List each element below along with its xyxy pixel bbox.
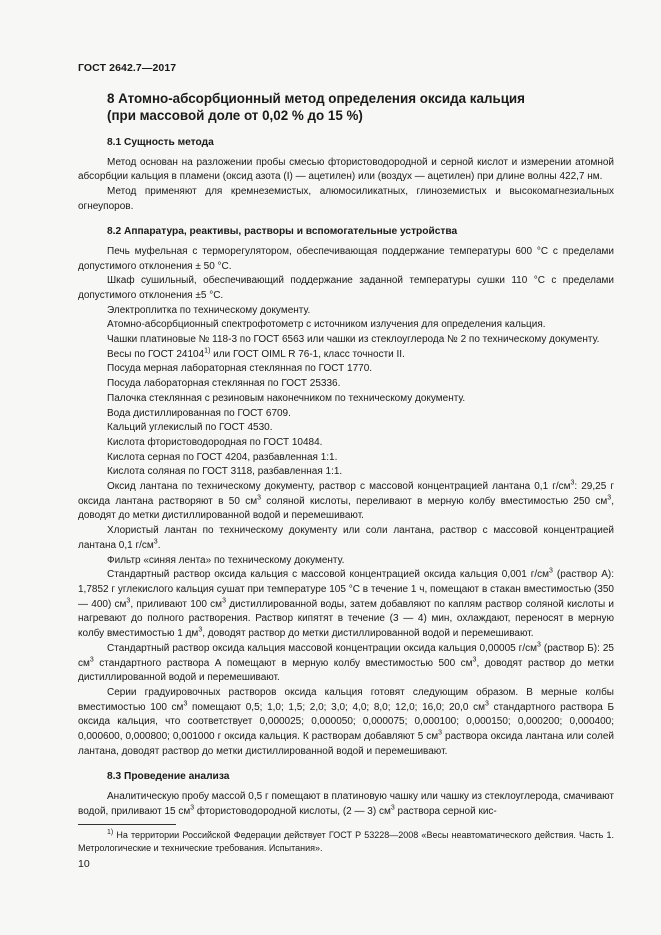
paragraph: Метод применяют для кремнеземистых, алюмосиликатных, глиноземистых и высокомагнезиальных огнеупоров. <box>78 185 614 212</box>
section-title <box>78 90 614 124</box>
paragraph: Атомно-абсорбционный спектрофотометр с источником излучения для определения кальция. <box>107 319 546 331</box>
paragraph: Шкаф сушильный, обеспечивающий поддержание заданной температуры сушки 110 °С с пределами допустимого отклонения ±5 °С. <box>78 275 614 301</box>
footnote-divider <box>78 824 176 825</box>
paragraph: Оксид лантана по техническому документу, раствор с массовой концентрацией лантана 0,1 $г/см^3$: 29,25 г оксида лантана растворяют в 50 $см^3$ соляной кислоты, переливают в мерную колбу вместимостью 250 $см^3$, доводят до метки дистиллированной водой и перемешивают. <box>78 479 614 522</box>
paragraph: Чашки платиновые № 118-3 по ГОСТ 6563 или чашки из стеклоуглерода № 2 по техническому документу. <box>107 334 600 346</box>
subsection-heading-8-3: 8.3 Проведение анализа <box>107 771 230 783</box>
paragraph: Аналитическую пробу массой 0,5 г помещают в платиновую чашку или чашку из стеклоуглерода, смачивают водой, приливают 15 $см^3$ фтористоводородной кислоты, (2 — 3) $см^3$ раствора серной кис- <box>78 790 614 817</box>
paragraph: Посуда мерная лабораторная стеклянная по ГОСТ 1770. <box>107 363 373 375</box>
paragraph: Хлористый лантан по техническому документу или соли лантана, раствор с массовой концентрацией лантана 0,1 $г/см^3$. <box>78 525 614 551</box>
paragraph: Фильтр «синяя лента» по техническому документу. <box>107 554 345 566</box>
footnote-marker: 1) <box>107 829 114 836</box>
paragraph: Стандартный раствор оксида кальция с массовой концентрацией оксида кальция 0,001 $г/см^3$ (раствор А): 1,7852 г углекислого кальция сушат при температуре 105 °С в течение 1 ч, помещают в стакан вместимостью (350 — 400) $см^3$, приливают 100 $см^3$ дистиллированной воды, затем добавляют по каплям раствор соляной кислоты и нагревают до полного растворения. Раствор кипятят в течение (3 — 4) мин, охлаждают, переносят в мерную колбу вместимостью 1 $дм^3$, доводят раствор до метки дистиллированной водой и перемешивают. <box>78 567 615 640</box>
paragraph: Вода дистиллированная по ГОСТ 6709. <box>107 407 291 419</box>
paragraph: Кислота соляная по ГОСТ 3118, разбавленная 1:1. <box>107 466 343 478</box>
paragraph: Посуда лабораторная стеклянная по ГОСТ 25336. <box>107 378 341 390</box>
paragraph: Стандартный раствор оксида кальция массовой концентрации оксида кальция 0,00005 $г/см^3$ (раствор Б): 25 $см^3$ стандартного раствора А помещают в мерную колбу вместимостью 500 $см^3$, доводят раствор до метки дистиллированной водой и перемешивают. <box>78 641 615 684</box>
paragraph: Печь муфельная с терморегулятором, обеспечивающая поддержание температуры 600 °С с пределами допустимого отклонения ± 50 °С. <box>78 245 614 272</box>
subsection-heading-8-2: 8.2 Аппаратура, реактивы, растворы и вспомогательные устройства <box>107 226 458 238</box>
footnote-text: На территории Российской Федерации действует ГОСТ Р 53228—2008 «Весы неавтоматического действия. Часть 1. Метрологические и технические требования. Испытания». <box>78 830 614 853</box>
paragraph: Кислота фтористоводородная по ГОСТ 10484. <box>107 436 323 448</box>
subsection-heading-8-1: 8.1 Сущность метода <box>107 137 214 148</box>
section-title-line2: (при массовой доле от 0,02 % до 15 %) <box>107 108 363 123</box>
paragraph: Кальций углекислый по ГОСТ 4530. <box>107 422 273 434</box>
footnote <box>78 829 614 854</box>
section-title-line1: 8 Атомно-абсорбционный метод определения оксида кальция <box>107 91 525 106</box>
paragraph: Электроплитка по техническому документу. <box>107 304 311 316</box>
main-content <box>78 90 614 819</box>
paragraph: Кислота серная по ГОСТ 4204, разбавленная 1:1. <box>107 451 338 463</box>
page-number: 10 <box>78 858 90 870</box>
paragraph: Весы по ГОСТ 24104$^{1)}$ или ГОСТ OIML R 76-1, класс точности II. <box>107 347 405 360</box>
paragraph: Палочка стеклянная с резиновым наконечником по техническому документу. <box>107 392 466 404</box>
paragraph: Серии градуировочных растворов оксида кальция готовят следующим образом. В мерные колбы вместимостью 100 $см^3$ помещают 0,5; 1,0; 1,5; 2,0; 3,0; 4,0; 8,0; 12,0; 16,0; 20,0 $см^3$ стандартного раствора Б оксида кальция, что соответствует 0,000025; 0,000050; 0,000075; 0,000100; 0,000150; 0,000200; 0,000400; 0,000600, 0,000800; 0,001000 г оксида кальция. К растворам добавляют 5 $см^3$ раствора оксида лантана или солей лантана, доводят раствор до метки дистиллированной водой и перемешивают. <box>78 686 615 757</box>
paragraph: Метод основан на разложении пробы смесью фтористоводородной и серной кислот и измерении атомной абсорбции кальция в пламени (оксид азота (I) — ацетилен) или (воздух — ацетилен) при длине волны 422,7 нм. <box>78 156 614 183</box>
footnote-ref: 1) <box>204 347 211 355</box>
document-code-header: ГОСТ 2642.7—2017 <box>78 62 177 74</box>
